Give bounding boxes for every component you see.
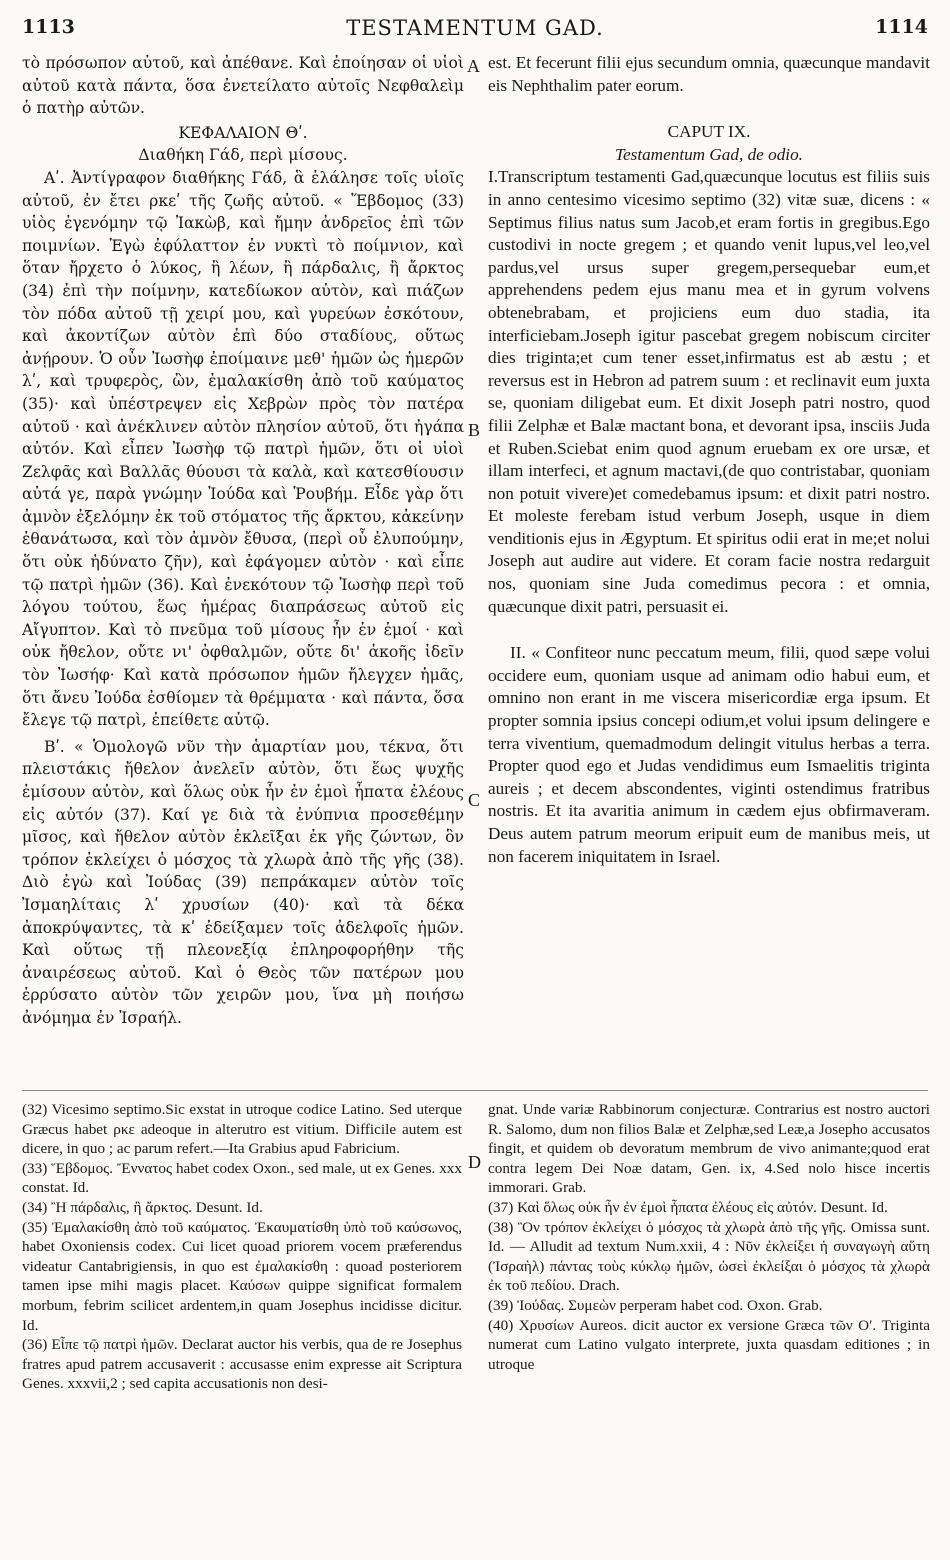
greek-paragraph-2: Βʹ. « Ὁμολογῶ νῦν τὴν ἁμαρτίαν μου, τέκνα, ὅτι πλειστάκις ἤθελον ἀνελεῖν αὐτὸν, ὅτι ἕως ψυχῆς ἐμίσουν αὐτὸν, καὶ ὅλως οὐκ ἦν ἐν ἐμοὶ ἧπατα ἐλέους εἰς αὐτόν (37). Καί γε διὰ τὰ ἐνύπνια προσεθέμην μῖσος, καὶ ἤθελον αὐτὸν ἐκλεῖξαι ἐκ γῆς ζώντων, ὃν τρόπον ἐκλείχει ὁ μόσχος τὰ χλωρὰ ἀπὸ τῆς γῆς (38). Διὸ ἐγὼ καὶ Ἰούδας (39) πεπράκαμεν αὐτὸν τοῖς Ἰσμαηλίταις λʹ χρυσίων (40)· καὶ τὰ δέκα ἀποκρύψαντες, τὰ κʹ ἐδείξαμεν τοῖς ἀδελφοῖς ἡμῶν. Καὶ οὕτως τῇ πλεονεξίᾳ ἐπληροφορήθην τῆς ἀναιρέσεως αὐτοῦ. Καὶ ὁ Θεὸς τῶν πατέρων μου ἐρρύσατο αὐτὸν τῶν χειρῶν μου, ἵνα μὴ ποιήσω ἀνόμημα ἐν Ἰσραήλ.: [22, 737, 464, 1027]
footnote: (40) Χρυσίων Aureos. dicit auctor ex versione Græca τῶν Οʹ. Triginta numerat cum Latino vulgato interprete, juxta quasdam editiones ; in utroque: [488, 1316, 930, 1373]
latin-chapter-heading: CAPUT IX.: [667, 122, 751, 142]
greek-column: [22, 52, 464, 1030]
latin-intro: est. Et fecerunt filii ejus secundum omnia, quæcunque mandavit eis Nephthalim pater eorum.: [488, 53, 930, 95]
latin-chapter-subtitle: Testamentum Gad, de odio.: [615, 144, 803, 164]
footnote: (32) Vicesimo septimo.Sic exstat in utroque codice Latino. Sed uterque Græcus habet ρκε adeoque in alterutro est vitium. Difficile autem est dicere, in quo ; ac parum refert.—Ita Grabius apud Fabricium.: [22, 1101, 462, 1158]
margin-marker-a: A: [467, 56, 480, 76]
footnote: (37) Καὶ ὅλως οὐκ ἦν ἐν ἐμοὶ ἧπατα ἐλέους εἰς αὐτόν. Desunt. Id.: [488, 1198, 888, 1216]
margin-marker-b: B: [468, 420, 481, 440]
footnote: (35) Ἐμαλακίσθη ἀπὸ τοῦ καύματος. Ἐκαυματίσθη ὑπὸ τοῦ καύσωνος, habet Oxoniensis codex. Cui licet quoad priorem vocem præferendus videatur Cantabrigiensis, in quo est ἐμαλακίσθη : quoad posteriorem tamen ipse mihi magis placet. Καύσων quippe significat formalem morbum, febrim scilicet ardentem,in quam Josephus incidisse dicitur. Id.: [22, 1218, 462, 1334]
page-header: [22, 16, 928, 46]
page-number-left: 1113: [22, 16, 75, 38]
footnote: gnat. Unde variæ Rabbinorum conjecturæ. Contrarius est nostro auctori R. Salomo, dum non filios Balæ et Zelphæ,sed Leæ,a Josepho accusatos fingit, et quidem ob devoratum membrum de vivo animante;quod erat contra legem Dei Noæ datam, Gen. ix, 4.Sed nolo hisce incertis immorari. Grab.: [488, 1101, 930, 1197]
margin-marker-c: C: [468, 790, 481, 810]
footnotes-left: [22, 1100, 462, 1394]
latin-column: [488, 52, 930, 868]
greek-chapter-heading: ΚΕΦΑΛΑΙΟΝ Θʹ.: [178, 123, 308, 142]
footnote: (34) Ἢ πάρδαλις, ἢ ἄρκτος. Desunt. Id.: [22, 1198, 263, 1216]
running-title: TESTAMENTUM GAD.: [346, 16, 604, 40]
footnote: (33) Ἕβδομος. Ἔννατος habet codex Oxon., sed male, ut ex Genes. xxx constat. Id.: [22, 1159, 462, 1197]
latin-paragraph-2: II. « Confiteor nunc peccatum meum, filii, quod sæpe volui occidere eum, quoniam usque ad animam odio habui eum, et omnino non erant in me viscera misericordiæ erga ipsum. Et propter somnia ipsius concepi odium,et volui ipsum delingere e terra viventium, quemadmodum delingit vitulus herbas a terra. Propter quod ego et Judas vendidimus eum Ismaelitis triginta aureis ; et decem abscondentes, viginti ostendimus fratribus nostris. Et ita avaritia animum in cædem ejus obfirmaveram. Deus autem patrum meorum eripuit eum de manibus meis, ut non facerem iniquitatem in Israel.: [488, 643, 930, 866]
footnote: (38) Ὃν τρόπον ἐκλείχει ὁ μόσχος τὰ χλωρὰ ἀπὸ τῆς γῆς. Omissa sunt. Id. — Alludit ad textum Num.xxii, 4 : Νῦν ἐκλείξει ἡ συναγωγὴ αὕτη (Ἰσραὴλ) πάντας τοὺς κύκλῳ ἡμῶν, ὡσεὶ ἐκλείξαι ὁ μόσχος τὰ χλωρὰ ἐκ τοῦ πεδίου. Drach.: [488, 1218, 930, 1295]
footnotes-right: [488, 1100, 930, 1374]
footnote: (39) Ἰούδας. Συμεὼν perperam habet cod. Oxon. Grab.: [488, 1296, 823, 1314]
footnote: (36) Εἶπε τῷ πατρὶ ἡμῶν. Declarat auctor his verbis, qua de re Josephus fratres apud patrem accusaverit : accusasse enim expresse ait Scriptura Genes. xxxvii,2 ; sed capita accusationis non desi-: [22, 1336, 462, 1393]
greek-chapter-subtitle: Διαθήκη Γάδ, περὶ μίσους.: [138, 146, 348, 165]
page-number-right: 1114: [875, 16, 928, 38]
greek-paragraph-1: Αʹ. Ἀντίγραφον διαθήκης Γάδ, ἃ ἐλάλησε τοῖς υἱοῖς αὐτοῦ, ἐν ἔτει ρκεʹ τῆς ζωῆς αὐτοῦ. « Ἕβδομος (33) υἱὸς ἐγενόμην τῷ Ἰακὼβ, καὶ ἤμην ἀνδρεῖος ἐπὶ τῶν ποιμνίων. Ἐγὼ ἐφύλαττον ἐν νυκτὶ τὸ ποίμνιον, καὶ ὅταν ἤρχετο ὁ λύκος, ἢ λέων, ἢ πάρδαλις, ἢ ἄρκτος (34) ἐπὶ τὴν ποίμνην, κατεδίωκον αὐτὸν, καὶ πιάζων τὸν πόδα αὐτοῦ τῇ χειρί μου, καὶ γυρεύων ἐσκότουν, καὶ ἀκοντίζων αὐτὸν ἐπὶ δύο σταδίους, οὕτως ἀνῄρουν. Ὁ οὖν Ἰωσὴφ ἐποίμαινε μεθ' ἡμῶν ὡς ἡμερῶν λʹ, καὶ τρυφερὸς, ὢν, ἐμαλακίσθη ἀπὸ τοῦ καύματος (35)· καὶ ὑπέστρεψεν εἰς Χεβρὼν πρὸς τὸν πατέρα αὐτοῦ · καὶ ἀνέκλινεν αὐτὸν πλησίον αὐτοῦ, ὅτι ἠγάπα αὐτόν. Καὶ εἶπεν Ἰωσὴφ τῷ πατρὶ ἡμῶν, ὅτι οἱ υἱοὶ Ζελφᾶς καὶ Βαλλᾶς θύουσι τὰ καλὰ, καὶ κατεσθίουσιν αὐτά γε, παρὰ γνώμην Ἰούδα καὶ Ῥουβήμ. Εἶδε γὰρ ὅτι ἀμνὸν ἐξελόμην ἐκ τοῦ στόματος τῆς ἄρκτου, κἀκείνην ἐθανάτωσα, καὶ τὸν ἀμνὸν ἔθυσα, (περὶ οὗ ἐλυπούμην, ὅτι οὐκ ἠδύνατο ζῆν), καὶ ἐφάγομεν αὐτὸν · καὶ εἶπε τῷ πατρὶ ἡμῶν (36). Καὶ ἐνεκότουν τῷ Ἰωσὴφ περὶ τοῦ λόγου τούτου, ἕως ἡμέρας διαπράσεως αὐτοῦ εἰς Αἴγυπτον. Καὶ τὸ πνεῦμα τοῦ μίσους ἦν ἐν ἐμοί · καὶ οὐκ ἤθελον, οὔτε νι' ὀφθαλμῶν, οὔτε δι' ἀκοῆς ἰδεῖν τὸν Ἰωσήφ· Καὶ κατὰ πρόσωπον ἡμῶν ἤλεγχεν ἡμᾶς, ὅτι ἄνευ Ἰούδα ἐσθίομεν τὰ θρέμματα · καὶ πάντα, ὅσα ἔλεγε τῷ πατρὶ, ἐπείθετε αὐτῷ.: [22, 168, 464, 730]
footnote-divider: [22, 1090, 928, 1091]
latin-paragraph-1: I.Transcriptum testamenti Gad,quæcunque locutus est filiis suis in anno centesimo vicesimo septimo (32) vitæ suæ, dicens : « Septimus filius natus sum Jacob,et eram fortis in gregibus.Ego custodivi in nocte gregem ; et quando venit lupus,vel leo,vel pardus,vel ursus super gregem,persequebar eum,et apprehendens pedem ejus manu mea et in gyrum volvens obtenebrabam, et projiciens eum duo stadia, ita interficiebam.Joseph igitur pascebat gregem nobiscum circiter dies triginta;et cum tener esset,infirmatus est ab æstu ; et reversus est in Hebron ad patrem suum : et reclinavit eum juxta se, quoniam diligebat eum. Et dixit Joseph patri nostro, quod filii Zelphæ et Balæ mactant bona, et devorant ipsa, insciis Juda et Ruben.Sciebat enim quod agnum eruebam ex ore ursæ, et illam interfeci, et agnum mactavi,(de quo contristabar, quoniam non potuit vivere)et comedebamus ipsum: et dixit patri nostro. Et moleste ferebam istud verbum Joseph, usque in diem venditionis ejus in Ægyptum. Et spiritus odii erat in me;et nolui Joseph aut audire aut videre. Et coram facie nostra redarguit nos, quoniam sine Juda comedimus pecora : et omnia, quæcunque dixit patri, persuasit ei.: [488, 167, 930, 616]
greek-intro: τὸ πρόσωπον αὐτοῦ, καὶ ἀπέθανε. Καὶ ἐποίησαν οἱ υἱοὶ αὐτοῦ κατὰ πάντα, ὅσα ἐνετείλατο αὐτοῖς Νεφθαλεὶμ ὁ πατὴρ αὐτῶν.: [22, 54, 464, 118]
margin-marker-d: D: [468, 1152, 481, 1172]
